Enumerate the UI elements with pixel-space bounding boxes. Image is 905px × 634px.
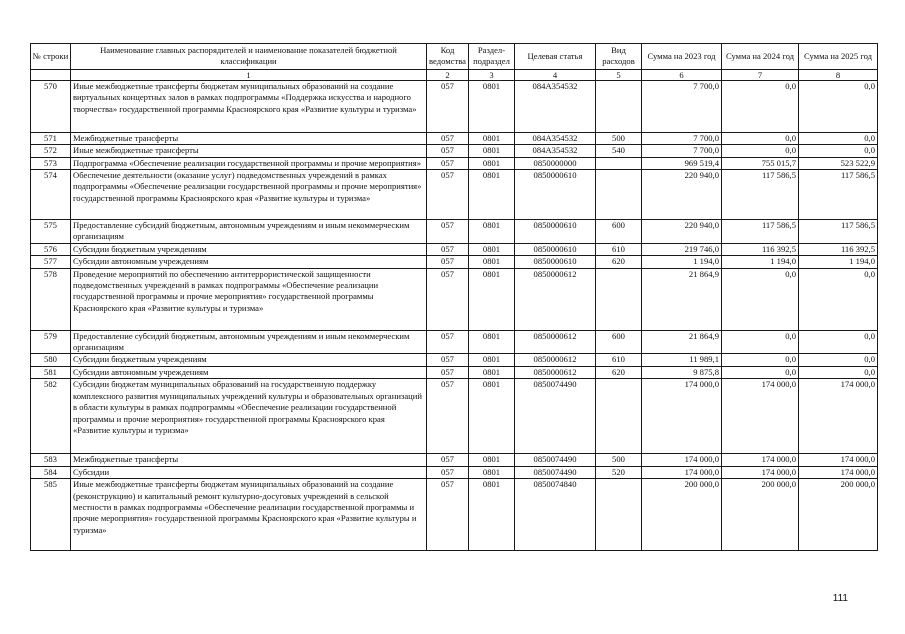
- row-name: Иные межбюджетные трансферты бюджетам муниципальных образований на создание виртуальных концертных залов в рамках подпрограммы «Поддержка искусства и народного творчества» государственной программы Красноярского края «Развитие культуры и туризма»: [71, 80, 427, 132]
- dept-code: 057: [427, 243, 469, 255]
- row-number: 583: [31, 454, 71, 466]
- row-number: 572: [31, 145, 71, 157]
- dept-code: 057: [427, 157, 469, 169]
- dept-code: 057: [427, 354, 469, 366]
- target-item: 0850074490: [515, 466, 596, 478]
- sum-2024: 174 000,0: [722, 454, 799, 466]
- row-name: Субсидии автономным учреждениям: [71, 366, 427, 378]
- sum-2025: 200 000,0: [799, 479, 878, 551]
- sum-2023: 174 000,0: [642, 466, 722, 478]
- target-item: 084A354532: [515, 132, 596, 144]
- row-name: Обеспечение деятельности (оказание услуг) подведомственных учреждений в рамках подпрограммы «Обеспечение реализации государственной программы и прочие мероприятия» государственной программы Красноярского края «Развитие культуры и туризма»: [71, 170, 427, 220]
- row-number: 581: [31, 366, 71, 378]
- sum-2024: 0,0: [722, 354, 799, 366]
- row-number: 585: [31, 479, 71, 551]
- sum-2023: 7 700,0: [642, 145, 722, 157]
- header-sum-2025: Сумма на 2025 год: [799, 44, 878, 70]
- dept-code: 057: [427, 466, 469, 478]
- dept-code: 057: [427, 366, 469, 378]
- row-name: Иные межбюджетные трансферты бюджетам муниципальных образований на создание (реконструкцию) и капитальный ремонт культурно-досуговых учреждений в сельской местности в рамках подпрограммы «Обеспечение реализации государственной программы и прочие мероприятия» государственной программы Красноярского края «Развитие культуры и туризма»: [71, 479, 427, 551]
- row-number: 575: [31, 220, 71, 244]
- budget-table: [30, 43, 878, 551]
- sum-2024: 0,0: [722, 366, 799, 378]
- sum-2025: 117 586,5: [799, 220, 878, 244]
- dept-code: 057: [427, 330, 469, 354]
- table-row: [31, 145, 878, 157]
- sum-2023: 21 864,9: [642, 268, 722, 330]
- section-code: 0801: [469, 330, 515, 354]
- expense-type: 610: [596, 354, 642, 366]
- sum-2025: 523 522,9: [799, 157, 878, 169]
- row-name: Субсидии: [71, 466, 427, 478]
- sum-2024: 0,0: [722, 145, 799, 157]
- sum-2024: 117 586,5: [722, 220, 799, 244]
- section-code: 0801: [469, 132, 515, 144]
- dept-code: 057: [427, 454, 469, 466]
- table-row: [31, 268, 878, 330]
- sum-2024: 174 000,0: [722, 379, 799, 454]
- target-item: 084A354532: [515, 80, 596, 132]
- sum-2024: 0,0: [722, 268, 799, 330]
- expense-type: [596, 157, 642, 169]
- row-name: Подпрограмма «Обеспечение реализации государственной программы и прочие мероприятия»: [71, 157, 427, 169]
- sum-2025: 1 194,0: [799, 256, 878, 268]
- section-code: 0801: [469, 170, 515, 220]
- target-item: 084A354532: [515, 145, 596, 157]
- column-index: [31, 69, 71, 80]
- target-item: 0850074490: [515, 379, 596, 454]
- sum-2025: 174 000,0: [799, 466, 878, 478]
- dept-code: 057: [427, 479, 469, 551]
- expense-type: 600: [596, 220, 642, 244]
- table-row: [31, 220, 878, 244]
- expense-type: [596, 479, 642, 551]
- header-sum-2024: Сумма на 2024 год: [722, 44, 799, 70]
- header-expense-type: Вид расходов: [596, 44, 642, 70]
- table-row: [31, 256, 878, 268]
- expense-type: 620: [596, 256, 642, 268]
- header-row-number: № строки: [31, 44, 71, 70]
- section-code: 0801: [469, 366, 515, 378]
- section-code: 0801: [469, 466, 515, 478]
- target-item: 0850000000: [515, 157, 596, 169]
- sum-2025: 0,0: [799, 268, 878, 330]
- target-item: 0850000612: [515, 330, 596, 354]
- row-number: 584: [31, 466, 71, 478]
- row-name: Иные межбюджетные трансферты: [71, 145, 427, 157]
- column-index: 8: [799, 69, 878, 80]
- dept-code: 057: [427, 170, 469, 220]
- sum-2024: 755 015,7: [722, 157, 799, 169]
- row-name: Субсидии автономным учреждениям: [71, 256, 427, 268]
- expense-type: 500: [596, 132, 642, 144]
- sum-2024: 0,0: [722, 132, 799, 144]
- target-item: 0850000612: [515, 268, 596, 330]
- expense-type: 620: [596, 366, 642, 378]
- target-item: 0850000612: [515, 354, 596, 366]
- page-number: 111: [832, 593, 848, 604]
- expense-type: [596, 379, 642, 454]
- header-section: Раздел-подраздел: [469, 44, 515, 70]
- table-row: [31, 170, 878, 220]
- row-name: Предоставление субсидий бюджетным, автономным учреждениям и иным некоммерческим организациям: [71, 330, 427, 354]
- row-number: 578: [31, 268, 71, 330]
- dept-code: 057: [427, 80, 469, 132]
- row-name: Субсидии бюджетным учреждениям: [71, 243, 427, 255]
- sum-2025: 117 586,5: [799, 170, 878, 220]
- expense-type: [596, 268, 642, 330]
- sum-2025: 0,0: [799, 354, 878, 366]
- sum-2025: 0,0: [799, 80, 878, 132]
- target-item: 0850000610: [515, 170, 596, 220]
- sum-2024: 117 586,5: [722, 170, 799, 220]
- sum-2025: 174 000,0: [799, 454, 878, 466]
- target-item: 0850000610: [515, 243, 596, 255]
- table-row: [31, 379, 878, 454]
- dept-code: 057: [427, 268, 469, 330]
- table-row: [31, 366, 878, 378]
- table-row: [31, 80, 878, 132]
- table-body: [31, 69, 878, 550]
- expense-type: 540: [596, 145, 642, 157]
- target-item: 0850000610: [515, 220, 596, 244]
- sum-2023: 7 700,0: [642, 132, 722, 144]
- table-row: [31, 157, 878, 169]
- header-name: Наименование главных распорядителей и наименование показателей бюджетной классификации: [71, 44, 427, 70]
- sum-2023: 219 746,0: [642, 243, 722, 255]
- sum-2024: 0,0: [722, 330, 799, 354]
- sum-2023: 220 940,0: [642, 220, 722, 244]
- row-name: Субсидии бюджетным учреждениям: [71, 354, 427, 366]
- section-code: 0801: [469, 243, 515, 255]
- expense-type: 520: [596, 466, 642, 478]
- sum-2023: 21 864,9: [642, 330, 722, 354]
- expense-type: [596, 80, 642, 132]
- table-row: [31, 330, 878, 354]
- dept-code: 057: [427, 145, 469, 157]
- table-row: [31, 479, 878, 551]
- section-code: 0801: [469, 354, 515, 366]
- table-header-row: [31, 44, 878, 70]
- sum-2024: 116 392,5: [722, 243, 799, 255]
- row-name: Межбюджетные трансферты: [71, 132, 427, 144]
- header-target-item: Целевая статья: [515, 44, 596, 70]
- sum-2023: 9 875,8: [642, 366, 722, 378]
- sum-2023: 174 000,0: [642, 454, 722, 466]
- target-item: 0850074490: [515, 454, 596, 466]
- row-number: 582: [31, 379, 71, 454]
- column-index: 7: [722, 69, 799, 80]
- row-number: 574: [31, 170, 71, 220]
- sum-2025: 0,0: [799, 366, 878, 378]
- row-number: 580: [31, 354, 71, 366]
- sum-2023: 969 519,4: [642, 157, 722, 169]
- row-number: 571: [31, 132, 71, 144]
- dept-code: 057: [427, 132, 469, 144]
- expense-type: 500: [596, 454, 642, 466]
- row-name: Проведение мероприятий по обеспечению антитеррористической защищенности подведомственных учреждений в рамках подпрограммы «Обеспечение реализации государственной программы и прочие мероприятия» государственной программы Красноярского края «Развитие культуры и туризма»: [71, 268, 427, 330]
- dept-code: 057: [427, 220, 469, 244]
- section-code: 0801: [469, 157, 515, 169]
- sum-2023: 7 700,0: [642, 80, 722, 132]
- table-row: [31, 466, 878, 478]
- sum-2025: 0,0: [799, 330, 878, 354]
- column-index: 1: [71, 69, 427, 80]
- sum-2024: 200 000,0: [722, 479, 799, 551]
- dept-code: 057: [427, 379, 469, 454]
- sum-2023: 174 000,0: [642, 379, 722, 454]
- row-number: 570: [31, 80, 71, 132]
- section-code: 0801: [469, 80, 515, 132]
- table-row: [31, 243, 878, 255]
- sum-2025: 0,0: [799, 145, 878, 157]
- row-number: 576: [31, 243, 71, 255]
- section-code: 0801: [469, 454, 515, 466]
- row-name: Межбюджетные трансферты: [71, 454, 427, 466]
- target-item: 0850000610: [515, 256, 596, 268]
- table-row: [31, 354, 878, 366]
- column-index: 3: [469, 69, 515, 80]
- sum-2023: 220 940,0: [642, 170, 722, 220]
- table-row: [31, 132, 878, 144]
- sum-2024: 0,0: [722, 80, 799, 132]
- sum-2023: 200 000,0: [642, 479, 722, 551]
- sum-2025: 116 392,5: [799, 243, 878, 255]
- section-code: 0801: [469, 220, 515, 244]
- column-index: 4: [515, 69, 596, 80]
- sum-2024: 1 194,0: [722, 256, 799, 268]
- sum-2023: 11 989,1: [642, 354, 722, 366]
- expense-type: 610: [596, 243, 642, 255]
- column-index: 5: [596, 69, 642, 80]
- expense-type: 600: [596, 330, 642, 354]
- section-code: 0801: [469, 145, 515, 157]
- section-code: 0801: [469, 268, 515, 330]
- expense-type: [596, 170, 642, 220]
- header-sum-2023: Сумма на 2023 год: [642, 44, 722, 70]
- sum-2024: 174 000,0: [722, 466, 799, 478]
- column-index-row: [31, 69, 878, 80]
- header-dept-code: Код ведомства: [427, 44, 469, 70]
- section-code: 0801: [469, 256, 515, 268]
- sum-2025: 0,0: [799, 132, 878, 144]
- target-item: 0850074840: [515, 479, 596, 551]
- target-item: 0850000612: [515, 366, 596, 378]
- dept-code: 057: [427, 256, 469, 268]
- sum-2025: 174 000,0: [799, 379, 878, 454]
- section-code: 0801: [469, 479, 515, 551]
- row-number: 579: [31, 330, 71, 354]
- row-name: Субсидии бюджетам муниципальных образований на государственную поддержку комплексного развития муниципальных учреждений культуры и образовательных организаций в области культуры в рамках подпрограммы «Обеспечение реализации государственной программы и прочие мероприятия» государственной программы Красноярского края «Развитие культуры и туризма»: [71, 379, 427, 454]
- column-index: 2: [427, 69, 469, 80]
- column-index: 6: [642, 69, 722, 80]
- section-code: 0801: [469, 379, 515, 454]
- row-number: 577: [31, 256, 71, 268]
- row-number: 573: [31, 157, 71, 169]
- sum-2023: 1 194,0: [642, 256, 722, 268]
- row-name: Предоставление субсидий бюджетным, автономным учреждениям и иным некоммерческим организациям: [71, 220, 427, 244]
- table-row: [31, 454, 878, 466]
